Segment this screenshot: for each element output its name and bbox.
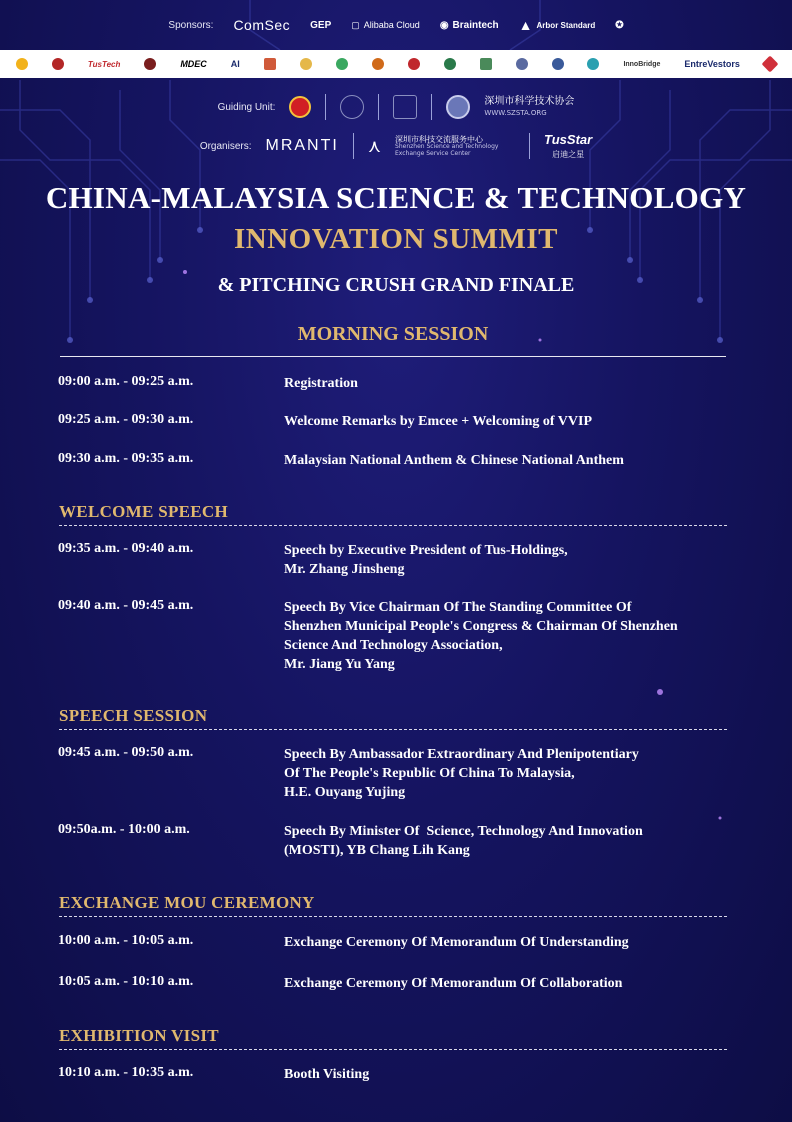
partner-logo [444,58,456,70]
tusstar-name-cn: 启迪之星 [552,150,585,159]
guiding-unit-row [0,90,792,124]
partner-logo [372,58,384,70]
agenda-time: 09:30 a.m. - 09:35 a.m. [58,451,194,466]
section-divider [59,916,727,917]
partner-logo [408,58,420,70]
partner-logo [480,58,492,70]
association-emblem-icon [393,95,417,119]
event-subtitle: & PITCHING CRUSH GRAND FINALE [217,274,575,296]
partner-logo [552,58,564,70]
partner-logo [336,58,348,70]
agenda-desc: Welcome Remarks by Emcee + Welcoming of VVIP [284,414,593,429]
organisers-row [0,130,792,162]
partner-logo-strip [0,50,792,78]
partner-logo [587,58,599,70]
szsta-url: WWW.SZSTA.ORG [484,109,547,117]
emblem-icon: ✪ [615,19,624,31]
agenda-time: 09:45 a.m. - 09:50 a.m. [58,745,194,760]
comsec-logo: ComSec [233,17,291,33]
braintech-icon: ◉ [439,19,449,31]
alibaba-cloud-logo: ▢ Alibaba Cloud [351,19,420,30]
mou-ceremony-heading: EXCHANGE MOU CEREMONY [59,893,315,912]
szc-bird-icon: ⋏ [367,135,382,156]
morning-session-heading: MORNING SESSION [297,323,489,345]
section-divider [59,729,727,730]
partner-logo [300,58,312,70]
braintech-logo: ◉ Braintech [439,19,499,31]
tusstar-logo [544,133,592,159]
agenda-time: 09:25 a.m. - 09:30 a.m. [58,412,194,427]
partner-logo [516,58,528,70]
event-title-line2: INNOVATION SUMMIT [233,223,559,255]
agenda-time: 09:50a.m. - 10:00 a.m. [58,822,190,837]
partner-logo [264,58,276,70]
arbor-standard-logo: ▲ Arbor Standard [518,17,596,33]
alibaba-cloud-icon: ▢ [351,19,360,30]
welcome-speech-heading: WELCOME SPEECH [59,502,229,521]
agenda-desc: Exchange Ceremony Of Memorandum Of Understanding [284,935,629,950]
embassy-emblem-icon [340,95,364,119]
szc-logo-text [395,135,515,158]
agenda-time: 09:40 a.m. - 09:45 a.m. [58,598,194,613]
agenda-desc: Speech By Ambassador Extraordinary And Plenipotentiary Of The People's Republic Of China To Malaysia, H.E. Ouyang Yujing [284,747,639,800]
innobridge-logo: InnoBridge [623,60,661,68]
agenda-time: 10:10 a.m. - 10:35 a.m. [58,1065,194,1080]
divider [325,94,326,120]
sponsors-label: Sponsors: [168,19,214,31]
exhibition-visit-heading: EXHIBITION VISIT [59,1026,219,1045]
event-title-line1: CHINA-MALAYSIA SCIENCE & TECHNOLOGY [45,180,747,215]
organisers-label: Organisers: [199,140,252,152]
mranti-logo: MRANTI [265,137,339,154]
szsta-name: 深圳市科学技术协会 [484,96,575,107]
partner-logo [764,58,776,70]
section-divider [59,1049,727,1050]
agenda-desc: Malaysian National Anthem & Chinese National Anthem [284,453,624,468]
arbor-icon: ▲ [518,17,533,33]
szc-name-en: Shenzhen Science and Technology Exchange Service Center [395,142,499,157]
speech-session-heading: SPEECH SESSION [59,706,208,725]
partner-logo [52,58,64,70]
tusstar-name: TusStar [544,132,593,147]
national-emblem-icon [289,96,311,118]
agenda-desc: Speech By Vice Chairman Of The Standing Committee Of Shenzhen Municipal People's Congress & Chairman Of Shenzhen Science And Technology Association, Mr. Jiang Yu Yang [284,600,678,672]
agenda-desc: Exchange Ceremony Of Memorandum Of Collaboration [284,976,623,991]
ai-logo: AI [230,59,240,69]
divider [529,133,530,159]
partner-logo [144,58,156,70]
heading-divider [60,356,726,357]
divider [353,133,354,159]
partner-logo [16,58,28,70]
section-divider [59,525,727,526]
tustech-logo: TusTech [87,59,121,69]
agenda-time: 10:05 a.m. - 10:10 a.m. [58,974,194,989]
agenda-desc: Speech by Executive President of Tus-Holdings, Mr. Zhang Jinsheng [284,543,568,577]
agenda-desc: Registration [284,376,358,391]
gep-logo: GEP [310,19,332,31]
szsta-emblem-icon [446,95,470,119]
szc-name-cn: 深圳市科技交流服务中心 [395,134,484,144]
divider [431,94,432,120]
divider [378,94,379,120]
mdec-logo: MDEC [180,59,207,69]
szsta-logo-text [484,96,574,118]
agenda-time: 09:35 a.m. - 09:40 a.m. [58,541,194,556]
agenda-desc: Speech By Minister Of Science, Technology And Innovation (MOSTI), YB Chang Lih Kang [284,824,643,858]
guiding-unit-label: Guiding Unit: [217,101,276,113]
sponsors-bar [0,0,792,50]
agenda-desc: Booth Visiting [284,1067,370,1082]
agenda-time: 10:00 a.m. - 10:05 a.m. [58,933,194,948]
agenda-time: 09:00 a.m. - 09:25 a.m. [58,374,194,389]
entrevestors-logo: EntreVestors [684,59,740,69]
